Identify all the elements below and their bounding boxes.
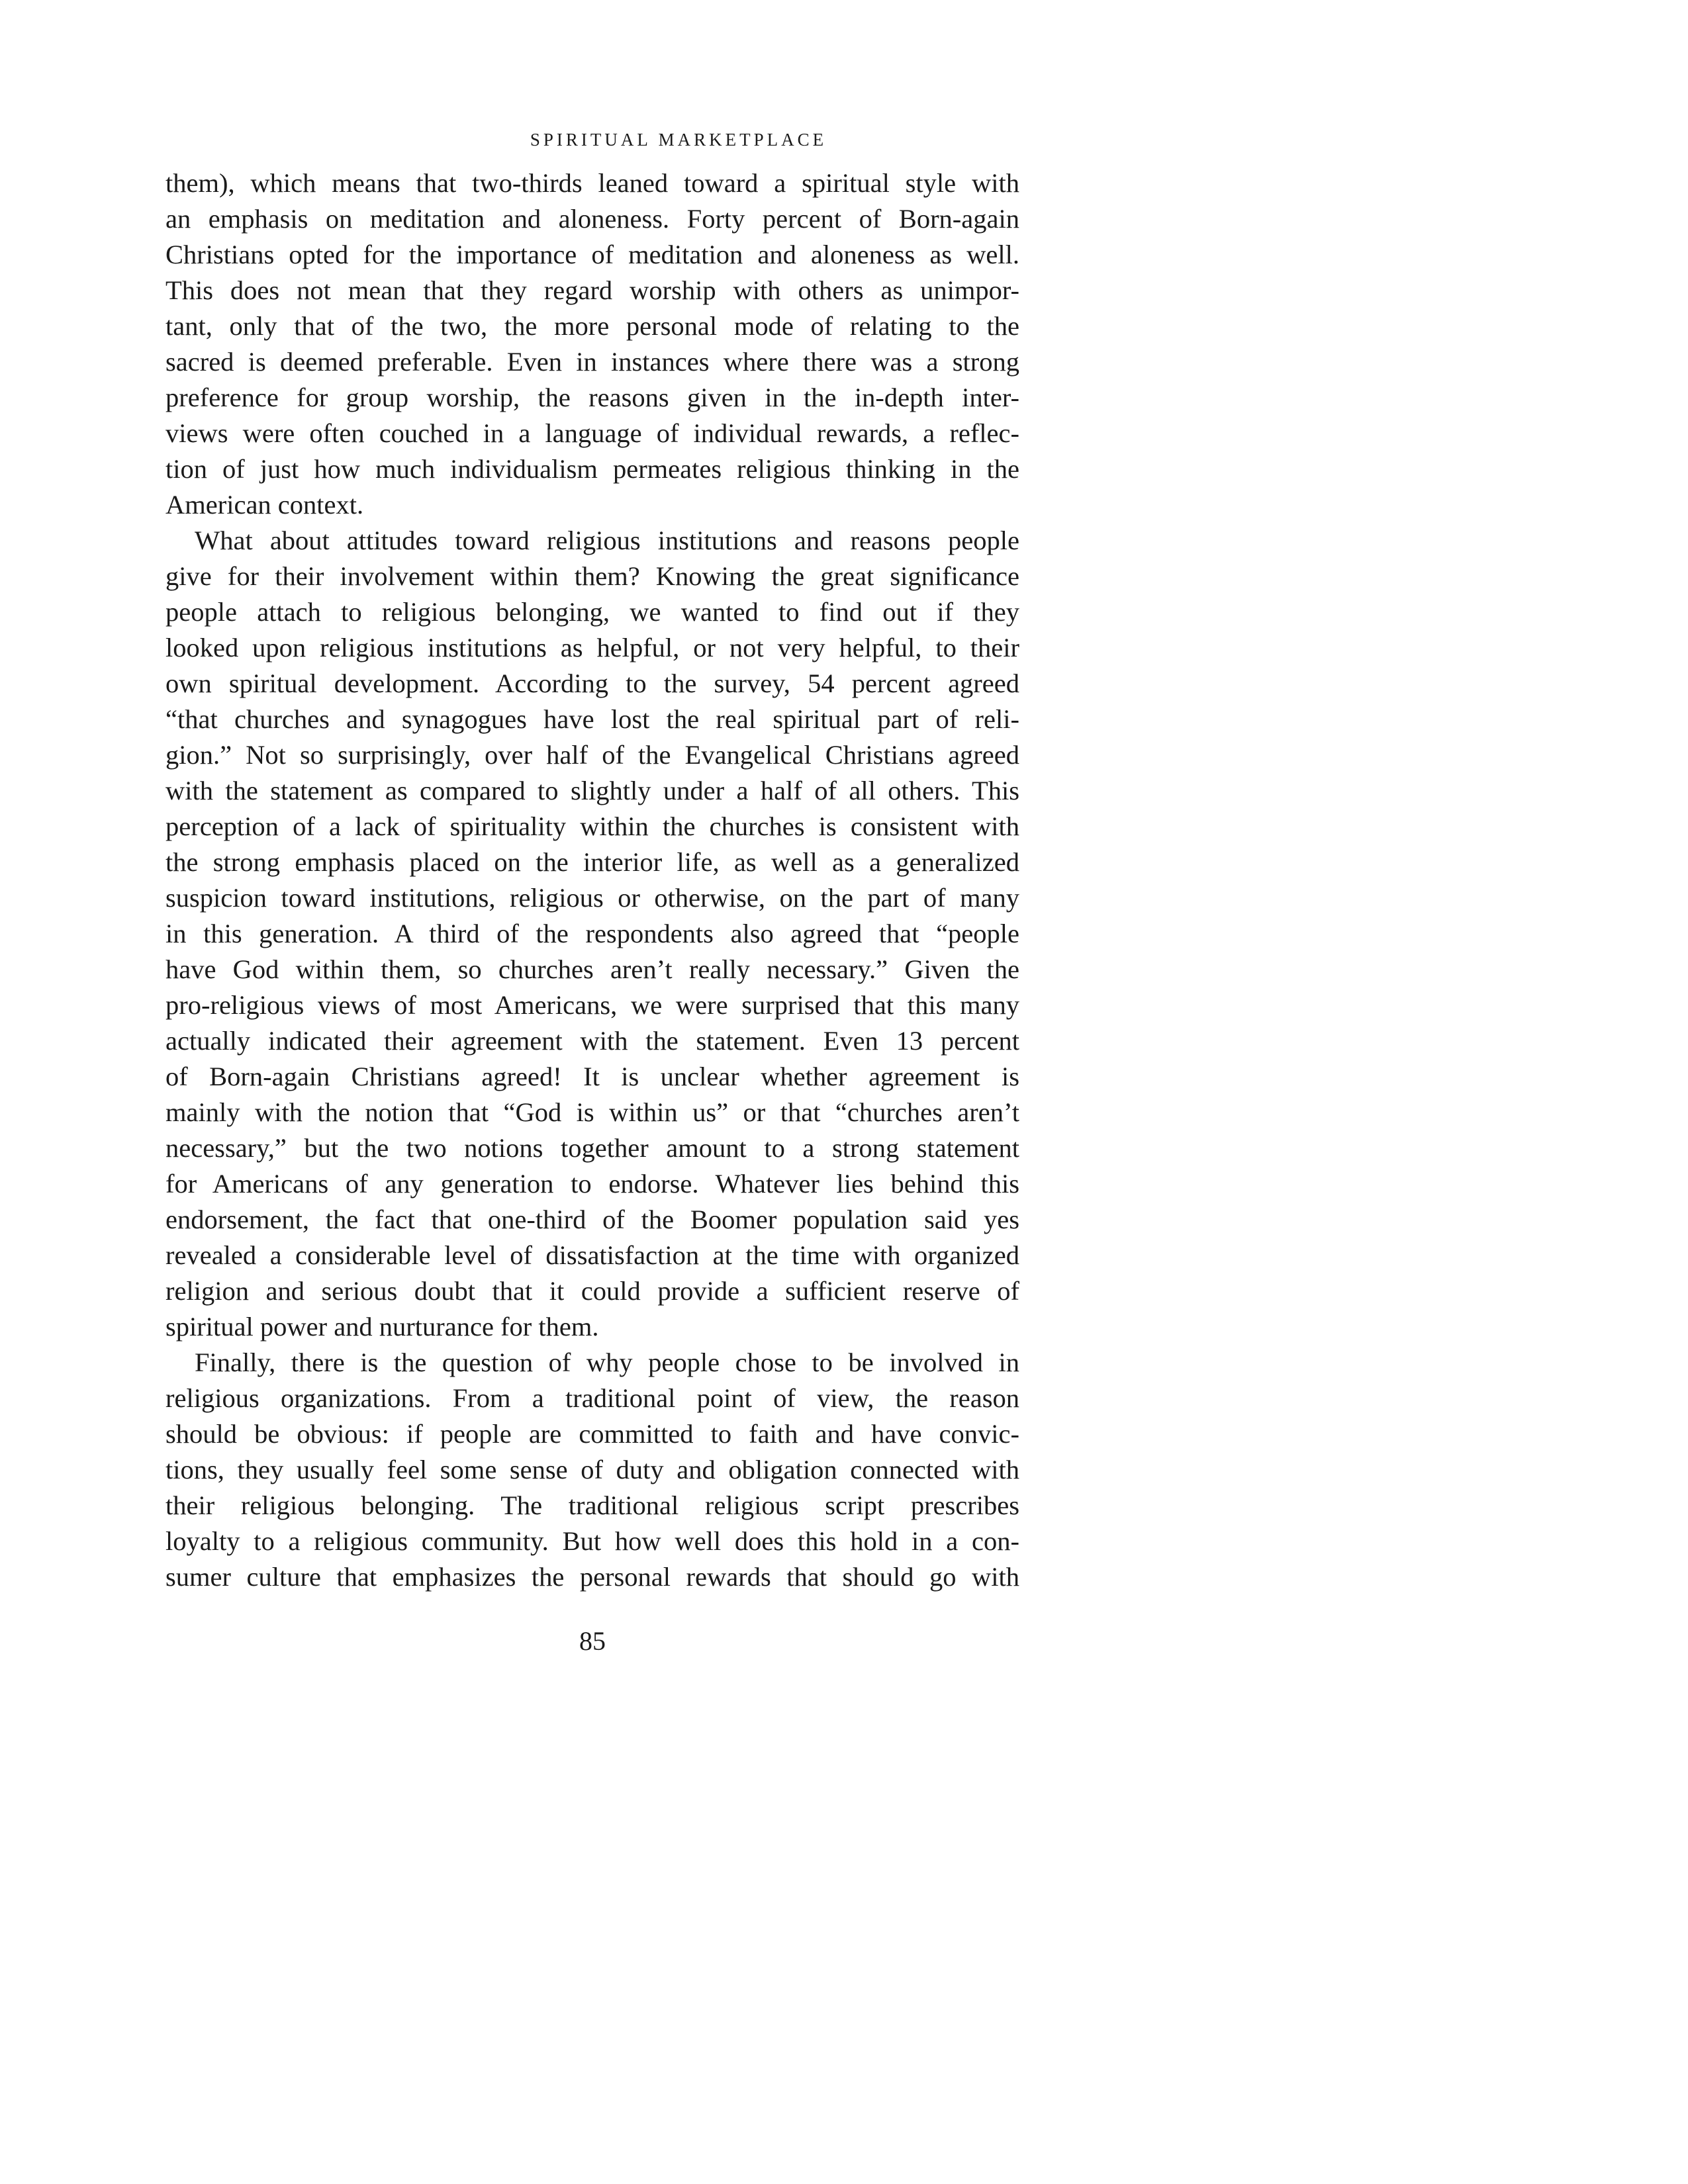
text-line: sumer culture that emphasizes the personal rewards that should go with: [165, 1562, 1019, 1592]
text-line: with the statement as compared to slightly under a half of all others. This: [165, 776, 1019, 805]
text-line: pro-religious views of most Americans, we were surprised that this many: [165, 990, 1019, 1020]
text-line: views were often couched in a language of individual rewards, a reflec-: [165, 418, 1019, 448]
text-line: suspicion toward institutions, religious or otherwise, on the part of many: [165, 883, 1019, 913]
text-line: religious organizations. From a traditional point of view, the reason: [165, 1383, 1019, 1413]
text-line: What about attitudes toward religious institutions and reasons people: [195, 525, 1019, 555]
text-line: looked upon religious institutions as helpful, or not very helpful, to their: [165, 633, 1019, 662]
text-line: Finally, there is the question of why people chose to be involved in: [195, 1347, 1019, 1377]
text-line: This does not mean that they regard worship with others as unimpor-: [165, 275, 1019, 305]
text-line: endorsement, the fact that one-third of the Boomer population said yes: [165, 1205, 1019, 1234]
text-line: tant, only that of the two, the more personal mode of relating to the: [165, 311, 1019, 341]
text-line: tion of just how much individualism permeates religious thinking in the: [165, 454, 1019, 484]
text-line: sacred is deemed preferable. Even in instances where there was a strong: [165, 347, 1019, 377]
text-line: people attach to religious belonging, we wanted to find out if they: [165, 597, 1019, 627]
text-line: them), which means that two-thirds leaned toward a spiritual style with: [165, 168, 1019, 198]
text-line: have God within them, so churches aren’t really necessary.” Given the: [165, 954, 1019, 984]
text-line: their religious belonging. The traditional religious script prescribes: [165, 1490, 1019, 1520]
text-line: actually indicated their agreement with the statement. Even 13 percent: [165, 1026, 1019, 1056]
text-line: American context.: [165, 490, 364, 520]
text-line: own spiritual development. According to the survey, 54 percent agreed: [165, 668, 1019, 698]
body-text: [165, 165, 1019, 1595]
page-number: 85: [579, 1626, 606, 1656]
text-line: mainly with the notion that “God is within us” or that “churches aren’t: [165, 1097, 1019, 1127]
text-line: loyalty to a religious community. But how well does this hold in a con-: [165, 1526, 1019, 1556]
text-line: in this generation. A third of the respondents also agreed that “people: [165, 919, 1019, 948]
running-head: SPIRITUAL MARKETPLACE: [530, 130, 827, 150]
paragraph: [165, 165, 1019, 523]
text-line: Christians opted for the importance of meditation and aloneness as well.: [165, 240, 1019, 269]
text-line: spiritual power and nurturance for them.: [165, 1312, 599, 1342]
text-line: should be obvious: if people are committed to faith and have convic-: [165, 1419, 1019, 1449]
text-line: for Americans of any generation to endorse. Whatever lies behind this: [165, 1169, 1019, 1199]
text-line: “that churches and synagogues have lost the real spiritual part of reli-: [165, 704, 1019, 734]
text-line: tions, they usually feel some sense of duty and obligation connected with: [165, 1455, 1019, 1484]
text-line: revealed a considerable level of dissatisfaction at the time with organized: [165, 1240, 1019, 1270]
text-line: preference for group worship, the reasons given in the in-depth inter-: [165, 383, 1019, 412]
text-line: the strong emphasis placed on the interior life, as well as a generalized: [165, 847, 1019, 877]
paragraph: [165, 523, 1019, 1345]
text-line: of Born-again Christians agreed! It is unclear whether agreement is: [165, 1062, 1019, 1091]
text-line: necessary,” but the two notions together amount to a strong statement: [165, 1133, 1019, 1163]
text-line: gion.” Not so surprisingly, over half of the Evangelical Christians agreed: [165, 740, 1019, 770]
text-line: give for their involvement within them? Knowing the great significance: [165, 561, 1019, 591]
text-line: an emphasis on meditation and aloneness. Forty percent of Born-again: [165, 204, 1019, 234]
text-line: perception of a lack of spirituality within the churches is consistent with: [165, 811, 1019, 841]
text-line: religion and serious doubt that it could provide a sufficient reserve of: [165, 1276, 1019, 1306]
paragraph: [165, 1345, 1019, 1595]
